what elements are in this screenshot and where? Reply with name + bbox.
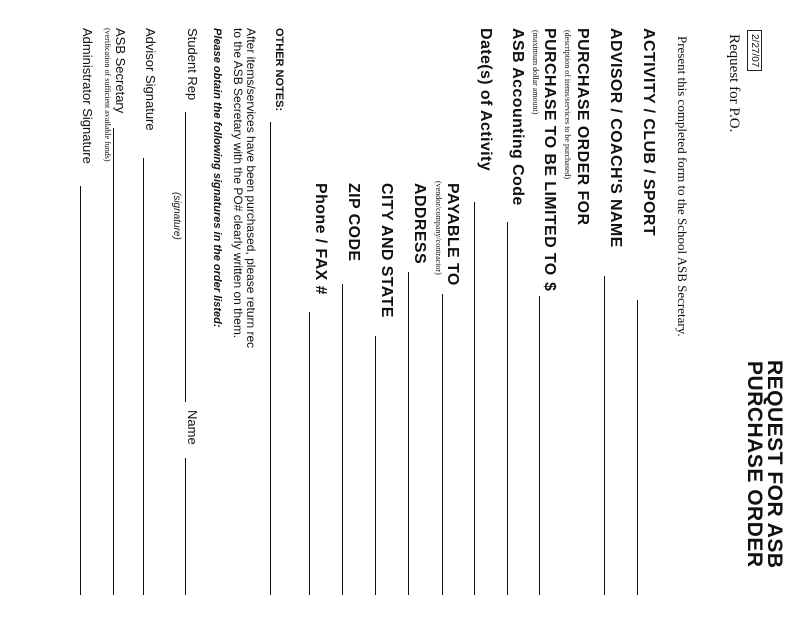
student-rep-name-line[interactable] bbox=[185, 458, 186, 595]
student-rep-signature-line[interactable] bbox=[185, 112, 186, 402]
title-line-1: REQUEST FOR ASB bbox=[763, 360, 786, 569]
after-purchase-text-1: After items/services have been purchased, please return rec bbox=[244, 28, 258, 349]
phone-line[interactable] bbox=[309, 312, 310, 595]
other-notes-label: OTHER NOTES: bbox=[273, 28, 285, 112]
administrator-signature-label: Administrator Signature bbox=[80, 28, 95, 164]
city-state-label: CITY AND STATE bbox=[378, 183, 395, 318]
address-label: ADDRESS bbox=[411, 183, 428, 265]
after-purchase-text-2: to the ASB Secretary with the PO# clearly written on them. bbox=[231, 28, 245, 339]
zip-label: ZIP CODE bbox=[345, 183, 362, 262]
payable-line[interactable] bbox=[442, 294, 443, 595]
accounting-label: ASB Accounting Code bbox=[509, 28, 526, 206]
po-for-note: (description of items/services to be purchased) bbox=[563, 30, 572, 180]
asb-secretary-label: ASB Secretary bbox=[113, 28, 128, 114]
administrator-signature-line[interactable] bbox=[80, 186, 81, 595]
advisor-label: ADVISOR / COACH'S NAME bbox=[607, 28, 624, 248]
activity-line[interactable] bbox=[637, 300, 638, 595]
address-line[interactable] bbox=[408, 272, 409, 595]
signature-order-instruction: Please obtain the following signatures in the order listed: bbox=[211, 28, 223, 328]
student-rep-label: Student Rep bbox=[185, 28, 200, 101]
advisor-line[interactable] bbox=[604, 276, 605, 595]
payable-label: PAYABLE TO bbox=[444, 183, 461, 286]
advisor-signature-line[interactable] bbox=[143, 158, 144, 595]
title-line-2: PURCHASE ORDER bbox=[743, 361, 766, 568]
name-label: Name bbox=[185, 410, 200, 445]
limit-label: PURCHASE TO BE LIMITED TO bbox=[541, 28, 558, 276]
request-for-po-label: Request for P.O. bbox=[726, 34, 742, 133]
advisor-signature-label: Advisor Signature bbox=[143, 28, 158, 131]
form-date: 2/27/07 bbox=[747, 30, 762, 71]
signature-hint: (signature) bbox=[171, 192, 182, 240]
payable-note: (vendor/company/contractor) bbox=[434, 181, 443, 275]
dates-line[interactable] bbox=[474, 202, 475, 595]
dates-label: Date(s) of Activity bbox=[477, 28, 494, 172]
present-instructions: Present this completed form to the School ASB Secretary. bbox=[675, 36, 690, 337]
asb-secretary-line[interactable] bbox=[113, 128, 114, 595]
po-for-label: PURCHASE ORDER FOR bbox=[574, 28, 591, 226]
phone-label: Phone / FAX # bbox=[312, 183, 329, 295]
asb-secretary-note: (verification of sufficient available funds) bbox=[103, 28, 112, 162]
limit-currency: $ bbox=[541, 282, 558, 292]
activity-label: ACTIVITY / CLUB / SPORT bbox=[640, 28, 657, 237]
zip-line[interactable] bbox=[342, 284, 343, 595]
form-title bbox=[744, 360, 784, 569]
other-notes-line[interactable] bbox=[270, 122, 271, 595]
accounting-line[interactable] bbox=[507, 222, 508, 595]
limit-note: (maximum dollar amount) bbox=[531, 30, 540, 115]
limit-line[interactable] bbox=[539, 296, 540, 595]
city-state-line[interactable] bbox=[375, 336, 376, 595]
